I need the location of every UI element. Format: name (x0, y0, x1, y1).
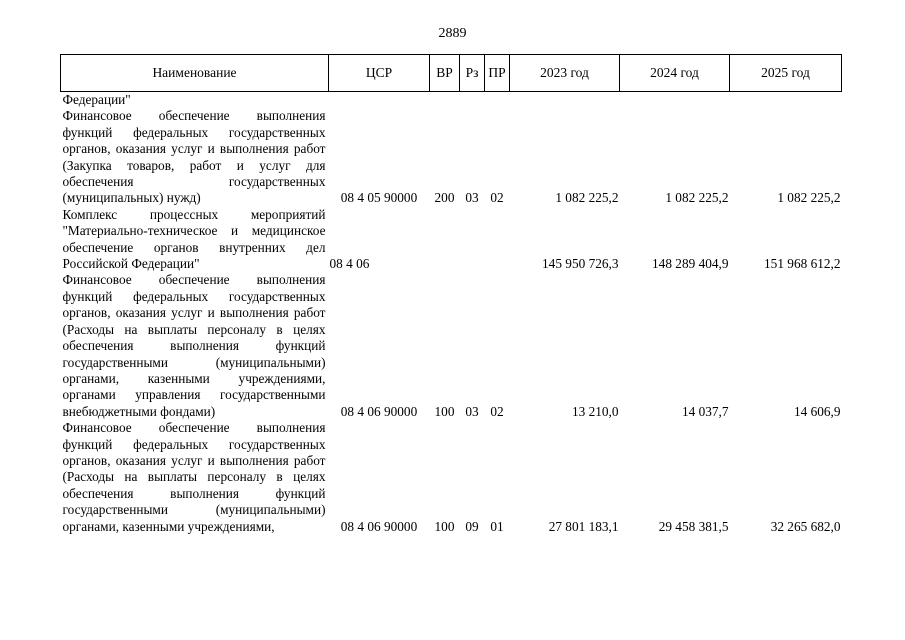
header-csr: ЦСР (329, 55, 430, 92)
header-rz: Рз (460, 55, 485, 92)
row-vr: 100 (434, 518, 455, 534)
row-2024: 1 082 225,2 (665, 190, 729, 206)
header-2025: 2025 год (730, 55, 842, 92)
row-2025: 32 265 682,0 (770, 518, 841, 534)
header-pr: ПР (485, 55, 510, 92)
header-2024: 2024 год (620, 55, 730, 92)
table-row (61, 272, 842, 420)
row-rz: 09 (465, 518, 479, 534)
row-vr (430, 92, 460, 109)
budget-table (60, 54, 842, 535)
row-2025: 14 606,9 (793, 403, 841, 419)
row-vr (430, 207, 460, 273)
row-2024: 29 458 381,5 (658, 518, 729, 534)
header-2023: 2023 год (510, 55, 620, 92)
row-pr: 01 (490, 518, 504, 534)
row-2025: 151 968 612,2 (764, 256, 841, 272)
row-csr: 08 4 06 90000 (340, 518, 418, 534)
table-row (61, 92, 842, 109)
header-name: Наименование (61, 55, 329, 92)
page-number: 2889 (438, 26, 467, 41)
row-2024: 14 037,7 (681, 403, 729, 419)
row-name: Комплекс процессных мероприятий "Материально-техническое и медицинское обеспечение органов внутренних дел Российской Федерации" (62, 206, 326, 272)
row-pr: 02 (490, 190, 504, 206)
row-2024 (620, 92, 730, 109)
row-csr: 08 4 06 (329, 256, 370, 272)
row-rz (460, 92, 485, 109)
row-vr: 200 (434, 190, 455, 206)
row-pr (485, 207, 510, 273)
row-csr: 08 4 05 90000 (340, 190, 418, 206)
row-name: Финансовое обеспечение выполнения функций федеральных государственных органов, оказания услуг и выполнения работ (Закупка товаров, работ и услуг для обеспечения государственных (муниципальных) нужд) (62, 108, 326, 206)
table-row (61, 207, 842, 273)
row-csr (329, 92, 430, 109)
row-vr: 100 (434, 403, 455, 419)
row-2023: 145 950 726,3 (542, 256, 619, 272)
row-name: Федерации" (62, 92, 131, 107)
row-name: Финансовое обеспечение выполнения функций федеральных государственных органов, оказания услуг и выполнения работ (Расходы на выплаты персоналу в целях обеспечения выполнения функций государственными (муниципальными) органами, казенными учреждениями, (62, 420, 326, 534)
row-csr: 08 4 06 90000 (340, 403, 418, 419)
row-2024: 148 289 404,9 (652, 256, 729, 272)
row-name: Финансовое обеспечение выполнения функций федеральных государственных органов, оказания услуг и выполнения работ (Расходы на выплаты персоналу в целях обеспечения выполнения функций государственными (муниципальными) органами, казенными учреждениями, органами управления государственными внебюджетными фондами) (62, 272, 326, 419)
row-rz (460, 207, 485, 273)
row-rz: 03 (465, 190, 479, 206)
row-2023: 13 210,0 (571, 403, 619, 419)
row-2025: 1 082 225,2 (777, 190, 841, 206)
table-row (61, 108, 842, 206)
table-row (61, 420, 842, 535)
row-2023 (510, 92, 620, 109)
table-header-row (61, 55, 842, 92)
header-vr: ВР (430, 55, 460, 92)
row-pr (485, 92, 510, 109)
row-2023: 27 801 183,1 (548, 518, 619, 534)
row-rz: 03 (465, 403, 479, 419)
row-pr: 02 (490, 403, 504, 419)
row-2025 (730, 92, 842, 109)
row-2023: 1 082 225,2 (555, 190, 619, 206)
